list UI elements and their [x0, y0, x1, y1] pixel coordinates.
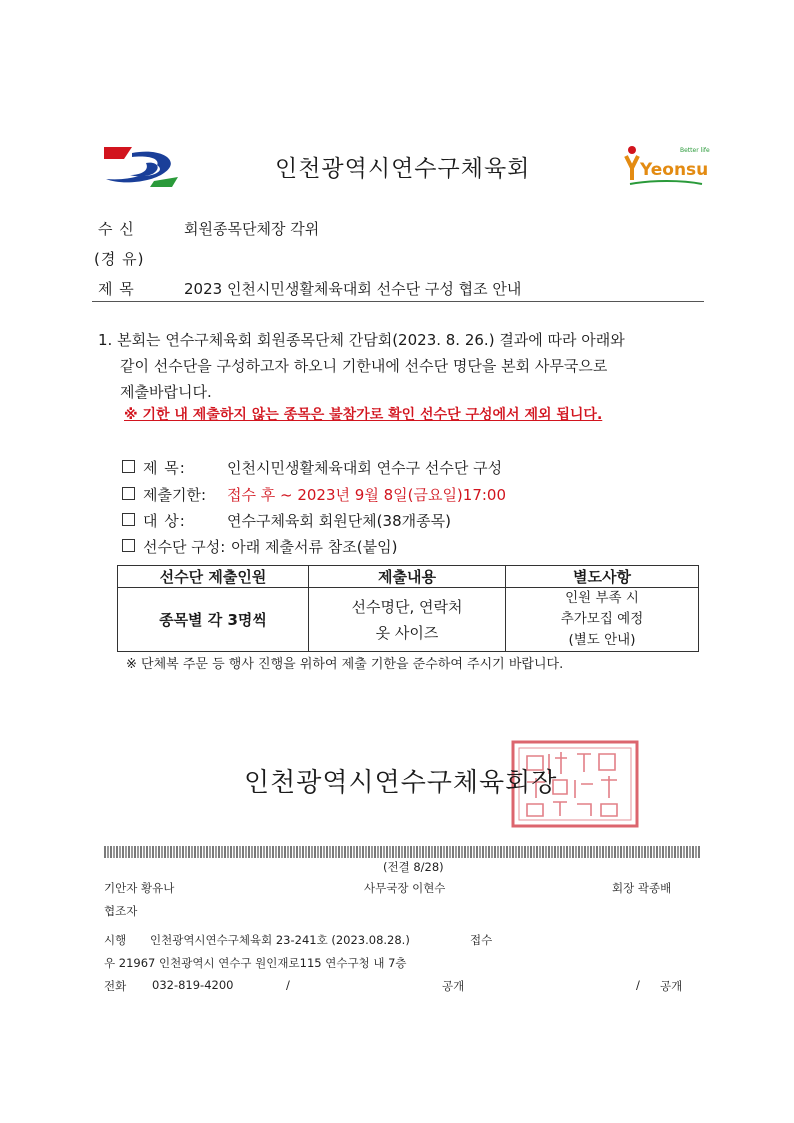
body-line-3: 제출바랍니다.	[120, 383, 212, 401]
table-cell-content	[309, 588, 506, 652]
table-header: 별도사항	[506, 566, 699, 588]
detail-label: 제 목:	[143, 459, 186, 477]
signatory-title: 인천광역시연수구체육회장	[244, 768, 558, 798]
table-header-row	[118, 566, 699, 588]
detail-value: 연수구체육회 회원단체(38개종목)	[227, 512, 451, 530]
uniform-footnote: ※ 단체복 주문 등 행사 진행을 위하여 제출 기한을 준수하여 주시기 바랍니다.	[126, 657, 564, 672]
table-cell-count: 종목별 각 3명씩	[118, 588, 309, 652]
org-title: 인천광역시연수구체육회	[275, 156, 531, 182]
brand-tagline: Better life	[680, 147, 710, 154]
recipient-label: 수 신	[98, 220, 135, 238]
drafter: 기안자 황유나	[104, 881, 175, 895]
table-header: 제출내용	[309, 566, 506, 588]
subject-value: 2023 인천시민생활체육대회 선수단 구성 협조 안내	[184, 280, 522, 298]
postal-address: 우 21967 인천광역시 연수구 원인재로115 연수구청 내 7층	[104, 956, 407, 970]
separator-slash: /	[636, 978, 640, 992]
subject-label: 제 목	[98, 280, 135, 298]
detail-label: 제출기한:	[143, 486, 207, 504]
detail-row-deadline	[122, 484, 506, 505]
table-cell-remarks	[506, 588, 699, 652]
detail-label: 대 상:	[143, 512, 186, 530]
table-row	[118, 588, 699, 652]
recipient-value: 회원종목단체장 각위	[184, 220, 320, 238]
cell-line: 선수명단, 연락처	[351, 597, 463, 616]
deadline-warning: ※ 기한 내 제출하지 않는 종목은 불참가로 확인 선수단 구성에서 제외 됩니다.	[124, 407, 603, 423]
body-line-2: 같이 선수단을 구성하고자 하오니 기한내에 선수단 명단을 본회 사무국으로	[120, 357, 608, 375]
brand-name: Yeonsu	[640, 160, 709, 180]
detail-row-composition	[122, 536, 397, 557]
receipt-label: 접수	[470, 933, 493, 947]
secretary-general: 사무국장 이현수	[364, 881, 446, 895]
document-barcode-strip	[104, 846, 701, 858]
detail-row-target	[122, 510, 451, 531]
cell-line: 추가모집 예정	[560, 611, 644, 627]
separator-slash: /	[286, 978, 290, 992]
disclosure-status: 공개	[442, 979, 465, 993]
detail-value: 인천시민생활체육대회 연수구 선수단 구성	[227, 459, 503, 477]
body-line-1: 1. 본회는 연수구체육회 회원종목단체 간담회(2023. 8. 26.) 결과에 따라 아래와	[98, 331, 625, 349]
yeonsu-brand-logo	[622, 140, 710, 190]
detail-row-title	[122, 457, 502, 478]
body-paragraph	[98, 327, 708, 405]
phone-number: 032-819-4200	[152, 978, 234, 992]
enforcement-label: 시행	[104, 933, 127, 947]
phone-label: 전화	[104, 979, 127, 993]
cell-line: (별도 안내)	[568, 632, 636, 648]
detail-label: 선수단 구성:	[143, 538, 226, 556]
checkbox-icon	[122, 539, 135, 552]
checkbox-icon	[122, 460, 135, 473]
checkbox-icon	[122, 513, 135, 526]
cell-line: 옷 사이즈	[375, 623, 439, 642]
approval-info: (전결 8/28)	[383, 860, 444, 874]
collaborator: 협조자	[104, 904, 138, 918]
detail-value: 아래 제출서류 참조(붙임)	[231, 538, 398, 556]
header-divider	[92, 301, 704, 302]
cell-line: 인원 부족 시	[565, 590, 639, 606]
detail-value: 접수 후 ~ 2023년 9월 8일(금요일)17:00	[227, 486, 507, 504]
president: 회장 곽종배	[612, 881, 672, 895]
via-label: (경 유)	[94, 250, 145, 268]
checkbox-icon	[122, 487, 135, 500]
enforcement-value: 인천광역시연수구체육회 23-241호 (2023.08.28.)	[150, 933, 410, 947]
disclosure-status: 공개	[660, 979, 683, 993]
org-emblem-logo	[102, 143, 182, 193]
submission-table	[117, 565, 699, 652]
table-header: 선수단 제출인원	[118, 566, 309, 588]
